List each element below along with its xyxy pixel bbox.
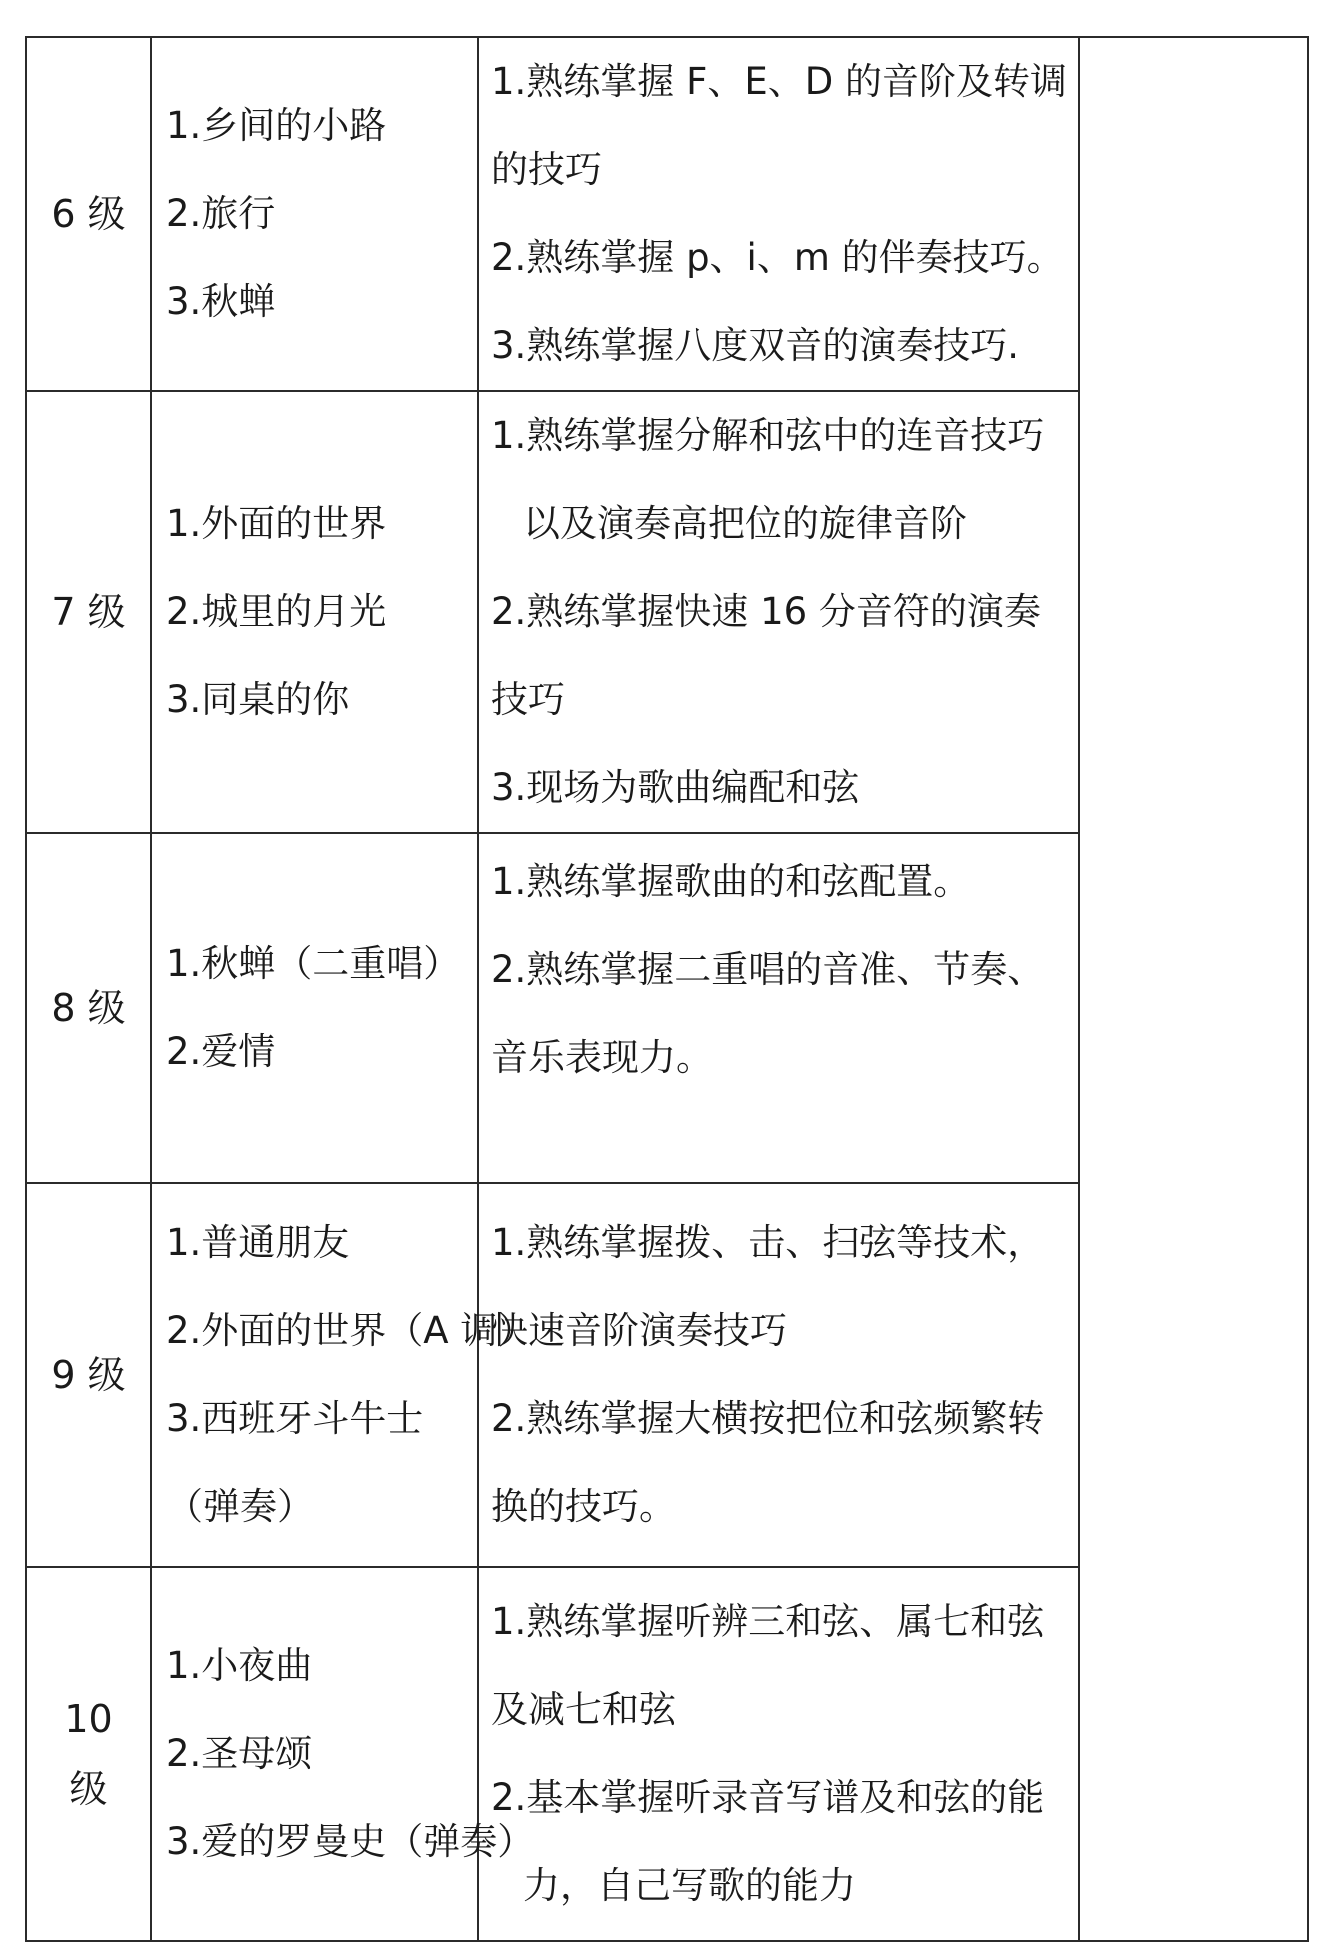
songs-cell (151, 1183, 535, 1567)
level-label: 8 级 (51, 986, 126, 1030)
skill-item: 1.熟练掌握听辨三和弦、属七和弦及减七和弦 (491, 1600, 1045, 1731)
skill-item: 2.熟练掌握 p、i、m 的伴奏技巧。 (491, 236, 1064, 279)
skill-item: 1.熟练掌握歌曲的和弦配置。 (491, 860, 971, 903)
skills-cell (478, 1567, 1079, 1941)
skill-item: 2.熟练掌握大横按把位和弦频繁转换的技巧。 (491, 1397, 1045, 1528)
blank-column (1079, 37, 1308, 1941)
level-cell (26, 1567, 151, 1941)
level-cell (26, 37, 151, 391)
songs-cell (151, 37, 478, 391)
song-item: 1.普通朋友 (166, 1221, 350, 1264)
songs-cell (151, 833, 478, 1183)
song-item: 2.圣母颂 (166, 1732, 313, 1775)
table-row (26, 37, 1308, 391)
level-label: 10 级 (64, 1697, 113, 1811)
skill-item: 2.基本掌握听录音写谱及和弦的能力，自己写歌的能力 (491, 1776, 1045, 1907)
level-cell (26, 1183, 151, 1567)
song-item: 2.旅行 (166, 192, 276, 235)
song-item: 1.秋蝉（二重唱） (166, 942, 461, 985)
level-label: 6 级 (51, 192, 126, 236)
skills-cell (478, 37, 1079, 391)
song-item: 2.外面的世界（A 调） (166, 1309, 535, 1352)
skill-item: 2.熟练掌握二重唱的音准、节奏、音乐表现力。 (491, 948, 1045, 1079)
level-cell (26, 391, 151, 833)
song-item: 3.西班牙斗牛士（弹奏） (166, 1397, 424, 1528)
song-item: 3.爱的罗曼史（弹奏） (166, 1820, 535, 1863)
skill-item: 2.熟练掌握快速 16 分音符的演奏技巧 (491, 590, 1041, 721)
song-item: 2.城里的月光 (166, 590, 387, 633)
skills-cell (478, 1183, 1079, 1567)
skills-cell (478, 391, 1079, 833)
level-label: 7 级 (51, 590, 126, 634)
song-item: 3.秋蝉 (166, 280, 276, 323)
skill-item: 3.现场为歌曲编配和弦 (491, 766, 860, 809)
level-label: 9 级 (51, 1353, 126, 1397)
skill-item: 1.熟练掌握拨、击、扫弦等技术，快速音阶演奏技巧 (491, 1221, 1045, 1352)
level-cell (26, 833, 151, 1183)
song-item: 1.小夜曲 (166, 1644, 313, 1687)
song-item: 1.乡间的小路 (166, 104, 387, 147)
skill-item: 1.熟练掌握分解和弦中的连音技巧以及演奏高把位的旋律音阶 (491, 414, 1045, 545)
skill-item: 1.熟练掌握 F、E、D 的音阶及转调的技巧 (491, 60, 1067, 191)
song-item: 2.爱情 (166, 1030, 276, 1073)
skills-cell (478, 833, 1079, 1183)
songs-cell (151, 1567, 535, 1941)
song-item: 3.同桌的你 (166, 678, 350, 721)
songs-cell (151, 391, 478, 833)
skill-item: 3.熟练掌握八度双音的演奏技巧. (491, 324, 1020, 367)
song-item: 1.外面的世界 (166, 502, 387, 545)
grade-table (25, 36, 1309, 1942)
